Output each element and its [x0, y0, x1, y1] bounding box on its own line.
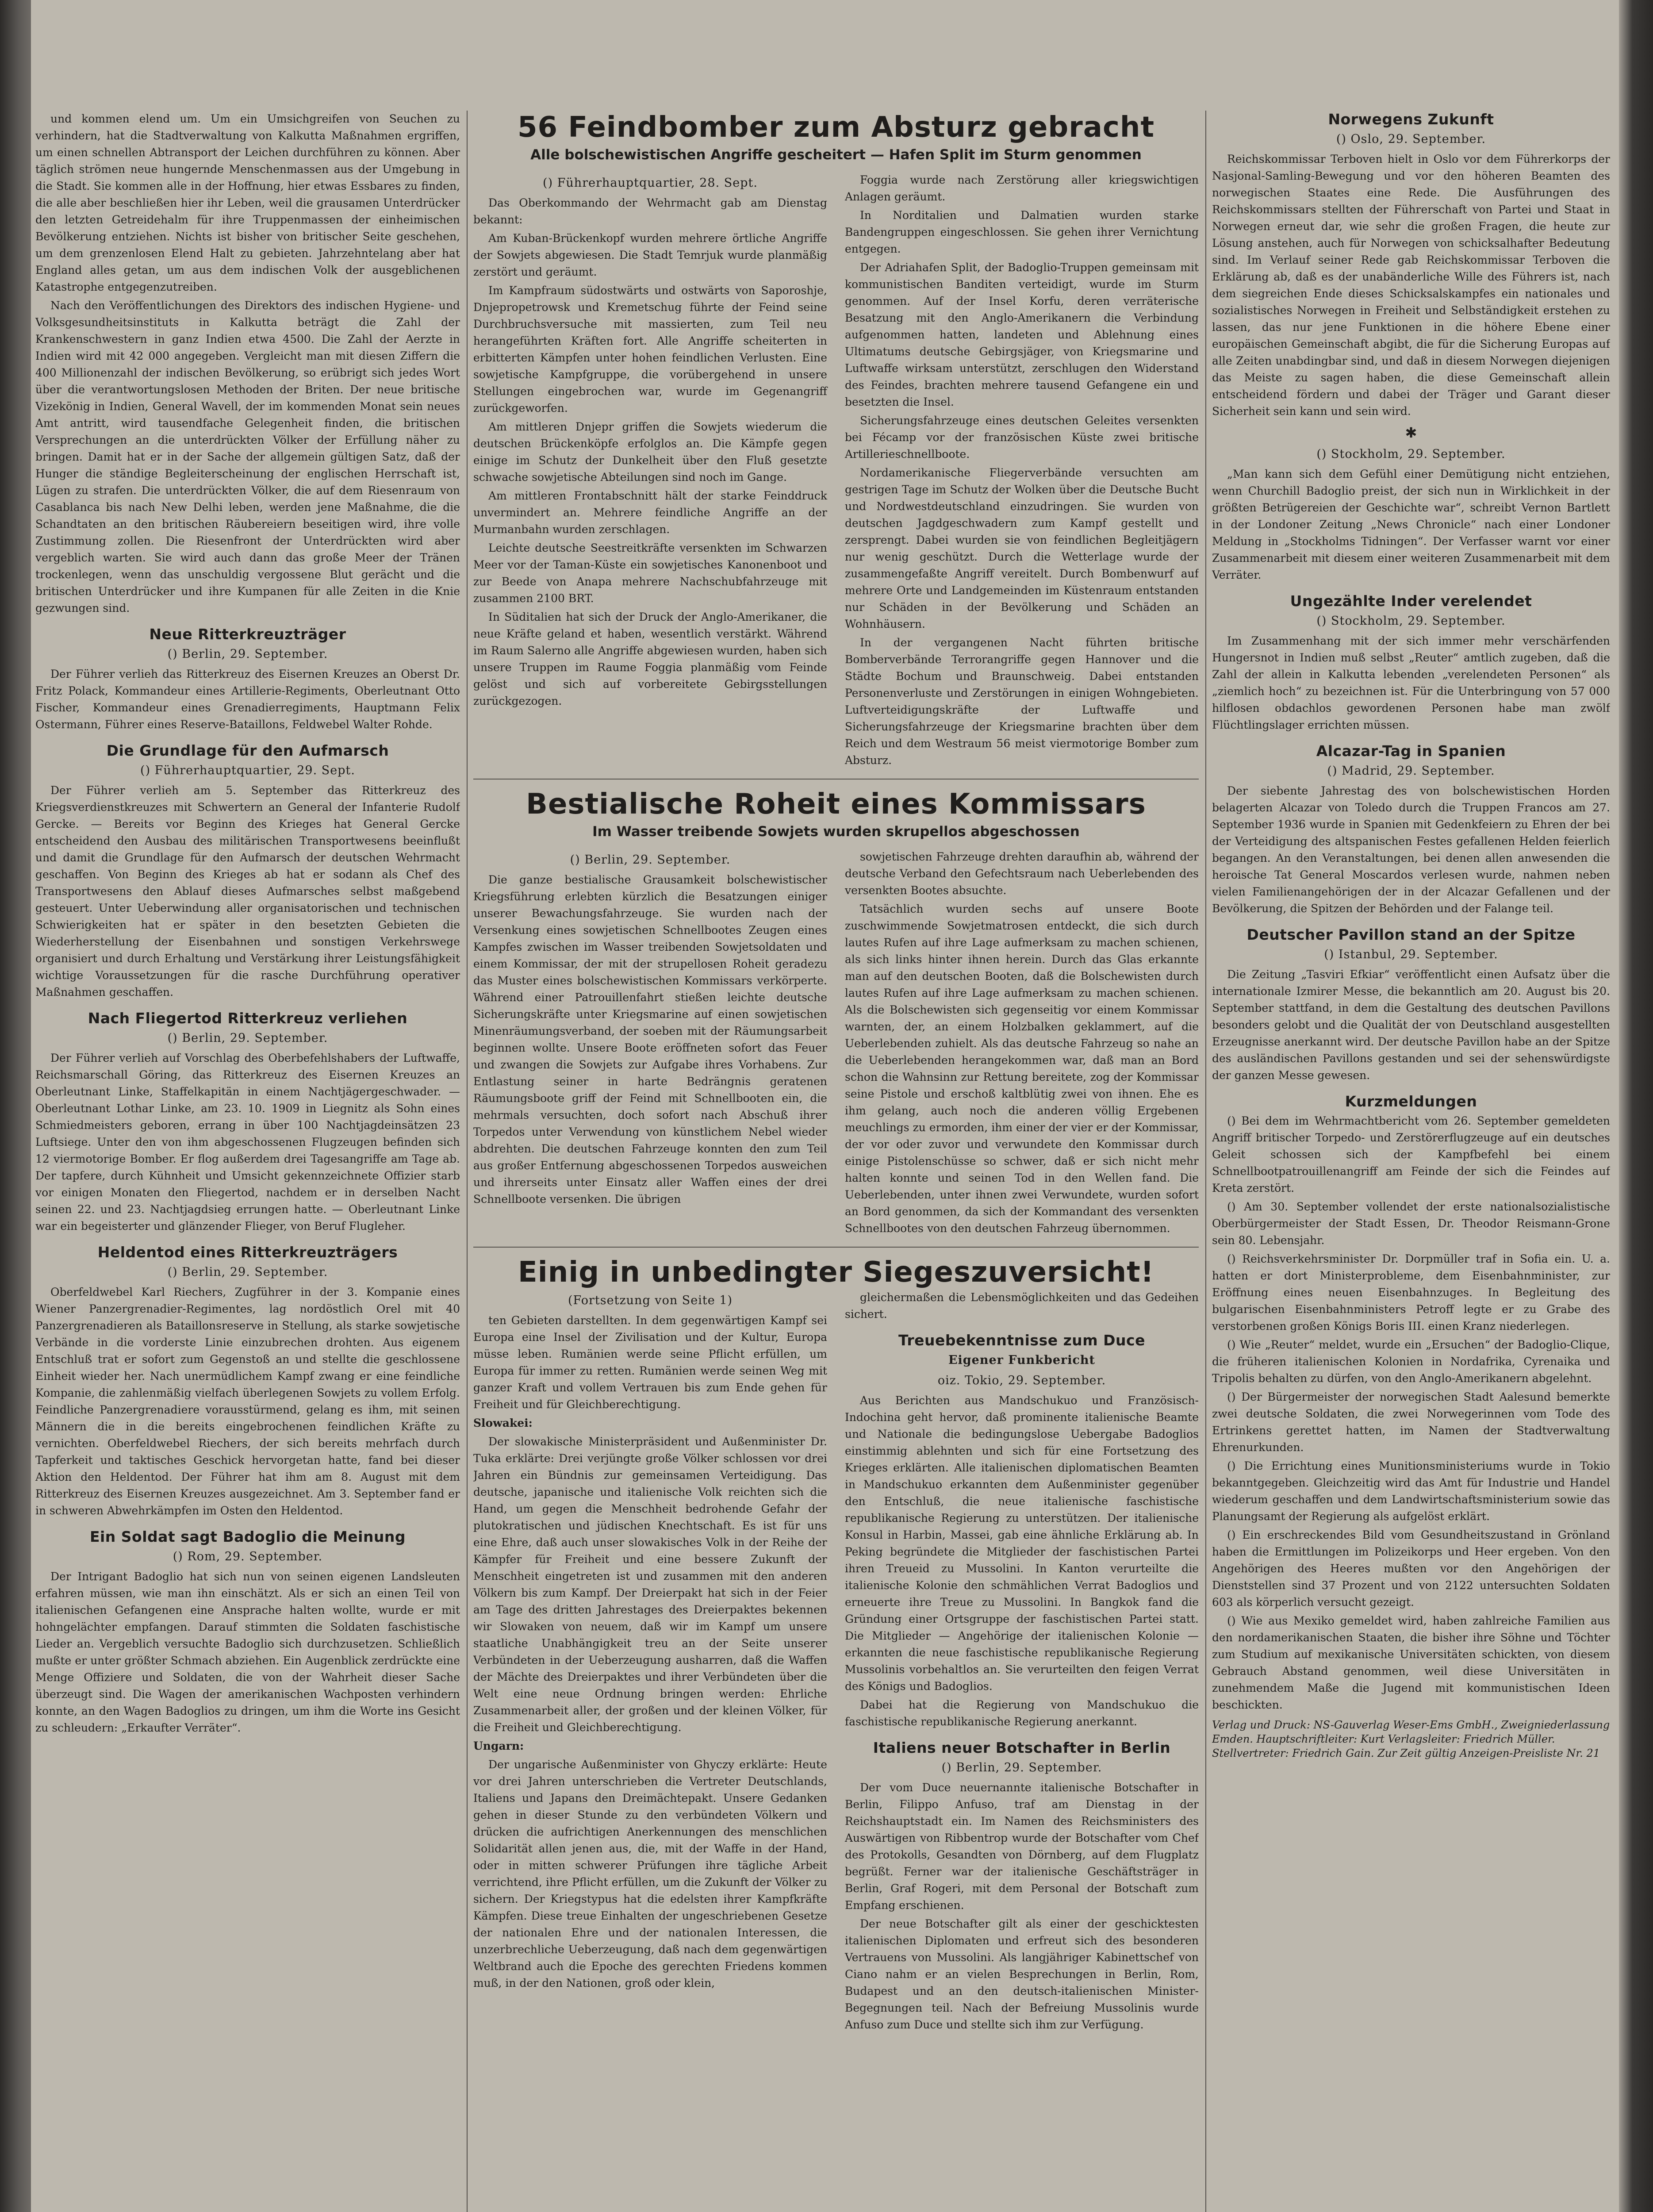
article-heading: Die Grundlage für den Aufmarsch: [106, 742, 389, 759]
paragraph: Der ungarische Außenminister von Ghyczy erklärte: Heute vor drei Jahren unterschrieben die Vertreter Deutschlands, Italiens und Japans den Dreimächtepakt. Unsere Gedanken gehen in dieser Stunde zu den verbündeten Völkern und drücken die aufrichtigen Anerkennungen des menschlichen Solidarität allen jenen aus, die, mit der Waffe in der Hand, oder in mitten schwerer Prüfungen ihre tägliche Arbeit verrichtend, ihre Pflicht erfüllen, um die Zukunft der Völker zu sichern. Der Kriegstypus hat die edelsten ihrer Kampfkräfte Kämpfen. Diese treue Einhalten der ungeschriebenen Gesetze der nationalen Ehre und der nationalen Interessen, die unzerbrechliche Ueberzeugung, daß nach dem gegenwärtigen Weltbrand auch die Epoche des gerechten Friedens kommen muß, in der den Nationen, groß oder klein,: [473, 1758, 827, 1989]
paragraph: Aus Berichten aus Mandschukuo und Französisch-Indochina geht hervor, daß prominente italienische Beamte und Nationale die bedingungslose Uebergabe Badoglios einstimmig ablehnten und sich für eine Fortsetzung des Krieges erklärten. Alle italienischen diplomatischen Beamten in Mandschukuo erkannten dem Außenminister gegenüber den Entschluß, die neue italienische faschistische republikanische Regierung zu unterstützen. Der italienische Konsul in Harbin, Massei, gab eine ähnliche Erklärung ab. In Peking begründete die Mitglieder der faschistischen Partei ihren Treueid zu Mussolini. In Kanton verurteilte die italienische Kolonie den schmählichen Verrat Badoglios und erneuerte ihre Treue zu Mussolini. In Bangkok fand die Gründung einer Ortsgruppe der faschistischen Partei statt. Die Mitglieder — Angehörige der italienischen Kolonie — erkannten die neue faschistische republikanische Regierung Mussolinis vorbehaltlos an. Sie verurteilten den feigen Verrat des Königs und Badoglios.: [845, 1394, 1199, 1693]
dateline: () Stockholm, 29. September.: [1316, 447, 1506, 461]
paragraph: Foggia wurde nach Zerstörung aller kriegswichtigen Anlagen geräumt.: [845, 173, 1199, 203]
paragraph: Dabei hat die Regierung von Mandschukuo die faschistische republikanische Regierung anerkannt.: [845, 1698, 1199, 1728]
subheadline: Alle bolschewistischen Angriffe gescheitert — Hafen Split im Sturm genommen: [530, 147, 1142, 163]
paragraph: Leichte deutsche Seestreitkräfte versenkten im Schwarzen Meer vor der Taman-Küste ein sowjetisches Kanonenboot und zur Beede von Anapa mehrere Nachschubfahrzeuge mit zusammen 2100 BRT.: [473, 541, 827, 605]
paragraph: Der neue Botschafter gilt als einer der geschicktesten italienischen Diplomaten und erfreut sich des besonderen Vertrauens von Mussolini. Als langjähriger Kabinettschef von Ciano nahm er an vielen Besprechungen in Berlin, Rom, Budapest und an den deutsch-italienischen Minister-Begegnungen teil. Nach der Befreiung Mussolinis wurde Anfuso zum Duce und stellte sich ihm zur Verfügung.: [845, 1917, 1199, 2031]
paragraph: Der Intrigant Badoglio hat sich nun von seinen eigenen Landsleuten erfahren müssen, wie man ihn einschätzt. Als er sich an einen Teil von italienischen Gefangenen eine Ansprache halten wollte, wurde er mit hohngelächter empfangen. Darauf stimmten die Soldaten faschistische Lieder an. Vergeblich versuchte Badoglio sich durchzusetzen. Schließlich mußte er unter größter Schmach abziehen. Ein Augenblick zerdrückte eine Menge Offiziere und Soldaten, die von der Wahrheit dieser Sache überzeugt sind. Die Wagen der amerikanischen Wachposten verhindern konnte, an den Wagen Badoglios zu dringen, um ihm die Worte ins Gesicht zu schleudern: „Erkaufter Verräter“.: [35, 1570, 460, 1734]
article-heading: Norwegens Zukunft: [1328, 111, 1494, 128]
byline: Eigener Funkbericht: [948, 1353, 1096, 1367]
paragraph: sowjetischen Fahrzeuge drehten daraufhin ab, während der deutsche Verband den Gefechtsraum nach Ueberlebenden des versenkten Bootes absuchte.: [845, 850, 1199, 897]
news-item: () Wie „Reuter“ meldet, wurde ein „Ersuchen“ der Badoglio-Clique, die früheren italienischen Kolonien in Nordafrika, Cyrenaika und Tripolis behalten zu dürfen, von den Anglo-Amerikanern abgelehnt.: [1212, 1338, 1610, 1385]
dateline: oiz. Tokio, 29. September.: [937, 1374, 1106, 1387]
dateline: () Stockholm, 29. September.: [1316, 614, 1506, 628]
paragraph: In Süditalien hat sich der Druck der Anglo-Amerikaner, die neue Kräfte geland et haben, wesentlich verstärkt. Während im Raum Salerno alle Angriffe abgewiesen wurden, haben sich unsere Truppen im Raume Foggia planmäßig vom Feinde gelöst und sich auf vorbereitete Gebirgsstellungen zurückgezogen.: [473, 611, 827, 707]
paragraph: Der Führer verlieh am 5. September das Ritterkreuz des Kriegsverdienstkreuzes mit Schwertern an General der Infanterie Rudolf Gercke. — Bereits vor Beginn des Krieges hat General Gercke entscheidend den Ausbau des militärischen Transportwesens beeinflußt und damit die Grundlage für den Aufmarsch der deutschen Wehrmacht geschaffen. Von Beginn des Krieges ab hat er sodann als Chef des Transportwesens den Ablauf dieses Aufmarsches selbst maßgebend gesteuert. Unter Ueberwindung aller organisatorischen und technischen Schwierigkeiten hat er später in den besetzten Gebieten die Wiederherstellung der Eisenbahnen und sonstigen Verkehrswege organisiert und durch Erhaltung und Verstärkung ihrer Leistungsfähigkeit wichtige Voraussetzungen für die rasche Durchführung operativer Maßnahmen geschaffen.: [35, 784, 460, 998]
dateline: () Führerhauptquartier, 29. Sept.: [140, 764, 355, 777]
paragraph: Die Zeitung „Tasviri Efkiar“ veröffentlicht einen Aufsatz über die internationale Izmirer Messe, die bekanntlich am 20. August bis 20. September stattfand, in dem die Gestaltung des deutschen Pavillons besonders gelobt und die Qualität der von Deutschland ausgestellten Erzeugnisse anerkannt wird. Der deutsche Pavillon habe an der Spitze des ausländischen Pavillons gestanden und sei der sehenswürdigste der ganzen Messe gewesen.: [1212, 968, 1610, 1082]
paragraph: Das Oberkommando der Wehrmacht gab am Dienstag bekannt:: [473, 196, 827, 226]
paragraph: ten Gebieten darstellten. In dem gegenwärtigen Kampf sei Europa eine Insel der Zivilisation und der Kultur, Europa müsse leben. Rumänien werde seine Pflicht erfüllen, um Europa für immer zu retten. Rumänien werde seinen Weg mit ganzer Kraft und vollem Vertrauen bis zum Ende gehen für Freiheit und für Gleichberechtigung.: [473, 1314, 827, 1411]
paragraph: Nach den Veröffentlichungen des Direktors des indischen Hygiene- und Volksgesundheitsinstituts in Kalkutta beträgt die Zahl der Krankenschwestern in ganz Indien etwa 4500. Die Zahl der Aerzte in Indien wird mit 42 000 angegeben. Vergleicht man mit diesen Ziffern die 400 Millionenzahl der indischen Bevölkerung, so erübrigt sich jedes Wort über die verantwortungslosen Methoden der Briten. Der neue britische Vizekönig in Indien, General Wavell, der im kommenden Monat sein neues Amt antritt, wird tausendfache Gelegenheit finden, die britischen Versprechungen an die unterdrückten Völker der Erfüllung näher zu bringen. Damit hat er in der Sache der allgemein gültigen Satz, daß der Hunger die ständige Begleiterscheinung der englischen Herrschaft ist, Lügen zu strafen. Die unterdrückten Völker, die auf dem Riesenraum von Casablanca bis nach New Delhi leben, werden jene Maßnahme, die die Schandtaten an den britischen Räubereiern beseitigen wird, ihre volle Zustimmung zollen. Die Riesenfront der Unterdrückten wird aber vergeblich warten. Sie wird auch dann das große Meer der Tränen trockenlegen, wenn das unschuldig vergossene Blut gerächt und die britischen Unterdrücker und ihre Kumpanen für alle Zeiten in die Knie gezwungen sind.: [35, 299, 460, 614]
paragraph: und kommen elend um. Um ein Umsichgreifen von Seuchen zu verhindern, hat die Stadtverwaltung von Kalkutta Maßnahmen ergriffen, um einen schnellen Abtransport der Leichen durchführen zu können. Aber täglich strömen neue hungernde Menschenmassen aus der Umgebung in die Stadt. Sie kommen alle in der Hoffnung, hier etwas Essbares zu finden, die alle aber beschließen hier ihr Leben, weil die grausamen Unterdrücker den letzten Getreidehalm für ihre Truppenmassen der einheimischen Bevölkerung entziehen. Nichts ist bisher von britischer Seite geschehen, um dem grenzenlosen Elend Halt zu gebieten. Jahrzehntelang aber hat England alles getan, um aus dem indischen Volk der ausgeblichenen Katastrophe entgegenzutreiben.: [35, 112, 460, 293]
news-item: () Am 30. September vollendet der erste nationalsozialistische Oberbürgermeister der Stadt Essen, Dr. Theodor Reismann-Grone sein 80. Lebensjahr.: [1212, 1200, 1610, 1247]
dateline: () Berlin, 29. September.: [167, 647, 328, 661]
column-rule: [467, 111, 468, 2212]
section-rule: [473, 1247, 1199, 1248]
dateline: () Madrid, 29. September.: [1327, 764, 1495, 778]
article-heading: Italiens neuer Botschafter in Berlin: [873, 1739, 1171, 1756]
dateline: () Führerhauptquartier, 28. Sept.: [543, 176, 758, 190]
news-item: () Reichsverkehrsminister Dr. Dorpmüller traf in Sofia ein. U. a. hatten er dort Ministerprobleme, dem Eisenbahnminister, zur Eröffnung eines neuen Eisenbahnzuges. In Begleitung des bulgarischen Eisenbahnministers Petroff legte er zu Grabe des verstorbenen großen Königs Boris III. einen Kranz niederlegen.: [1212, 1252, 1610, 1333]
feindbomber-article: [473, 111, 1199, 771]
article-heading: Heldentod eines Ritterkreuzträgers: [97, 1244, 398, 1261]
paragraph: Der Führer verlieh auf Vorschlag des Oberbefehlshabers der Luftwaffe, Reichsmarschall Göring, das Ritterkreuz des Eisernen Kreuzes an Oberleutnant Linke, Staffelkapitän in einem Nachtjägergeschwader. — Oberleutnant Lothar Linke, am 23. 10. 1909 in Liegnitz als Sohn eines Schmiedmeisters geboren, errang in über 100 Nachtjagdeinsätzen 23 Luftsiege. Unter den von ihm abgeschossenen Flugzeugen befinden sich 12 viermotorige Bomber. Er flog außerdem drei Tagesangriffe am Tage ab. Der tapfere, durch Kühnheit und Umsicht gekennzeichnete Offizier starb vor einigen Monaten den Fliegertod, nachdem er in derselben Nacht seinen 22. und 23. Nachtjagdsieg errungen hatte. — Oberleutnant Linke war ein begeisterter und glänzender Flieger, von Beruf Flugleher.: [35, 1052, 460, 1233]
paragraph: Der slowakische Ministerpräsident und Außenminister Dr. Tuka erklärte: Drei verjüngte große Völker schlossen vor drei Jahren ein Bündnis zur gemeinsamen Verteidigung. Das deutsche, japanische und italienische Volk reichten sich die Hand, um gegen die Menschheit bedrohende Gefahr der plutokratischen und jüdischen Knechtschaft. Es ist für uns eine Ehre, daß auch unser slowakisches Volk in der Reihe der Kämpfer für Freiheit und eine bessere Zukunft der Menschheit eingetreten ist und zusammen mit den anderen Völkern bis zum Kampf. Der Dreierpakt hat sich in der Feier am Tage des dritten Jahrestages des Dreierpaktes bekennen wir Slowaken von neuem, daß wir im Kampf um unsere staatliche Unabhängigkeit treu an der Seite unserer Verbündeten in der Ueberzeugung ausharren, daß die Waffen der Mächte des Dreierpaktes und ihrer Verbündeten über die Welt eine neue Ordnung bringen werden: Ehrliche Zusammenarbeit aller, der großen und der kleinen Völker, für die Freiheit und Gleichberechtigung.: [473, 1435, 827, 1734]
paragraph: Der Führer verlieh das Ritterkreuz des Eisernen Kreuzes an Oberst Dr. Fritz Polack, Kommandeur eines Artillerie-Regiments, Oberleutnant Otto Fischer, Kommandeur eines Grenadierregiments, Hauptmann Felix Ostermann, Führer eines Reserve-Bataillons, Feldwebel Walter Rohde.: [35, 668, 460, 731]
middle-column: [473, 111, 1199, 2212]
paragraph: gleichermaßen die Lebensmöglichkeiten und das Gedeihen sichert.: [845, 1291, 1199, 1321]
kommissar-article: [473, 787, 1199, 1239]
paragraph: Am mittleren Frontabschnitt hält der starke Feinddruck unvermindert an. Mehrere feindliche Angriffe an der Murmanbahn wurden zerschlagen.: [473, 489, 827, 536]
article-heading: Deutscher Pavillon stand an der Spitze: [1246, 926, 1576, 943]
paragraph: „Man kann sich dem Gefühl einer Demütigung nicht entziehen, wenn Churchill Badoglio preist, der sich nun in Wirklichkeit in der größten Betrügereien der Geschichte war“, schreibt Vernon Bartlett in der Londoner Zeitung „News Chronicle“ nach einer Londoner Meldung in „Stockholms Tidningen“. Der Verfasser warnt vor einer Zusammenarbeit mit diesem einer weiteren Zusammenarbeit mit dem Verräter.: [1212, 468, 1610, 581]
newspaper-page: [31, 0, 1619, 2212]
news-item: () Ein erschreckendes Bild vom Gesundheitszustand in Grönland haben die Ermittlungen im Polizeikorps und Heer ergeben. Von den Angehörigen des Heeres mußten vor den Angehörigen der Dienststellen sind 37 Prozent und von 2122 untersuchten Soldaten 603 als körperlich versucht gezeigt.: [1212, 1528, 1610, 1609]
dateline: () Berlin, 29. September.: [570, 853, 731, 867]
headline: Bestialische Roheit eines Kommissars: [526, 788, 1146, 821]
dateline: () Berlin, 29. September.: [167, 1031, 328, 1045]
paragraph: Der siebente Jahrestag des von bolschewistischen Horden belagerten Alcazar von Toledo durch die Truppen Francos am 27. September 1936 wurde in Spanien mit Gedenkfeiern zu Ehren der bei der Verteidigung des altspanischen Festes gefallenen Helden feierlich begangen. An den Veranstaltungen, bei denen allen anwesenden die heroische Tat General Moscardos verlesen wurde, nahmen neben vielen Familienangehörigen der in der Alcazar Gefallenen und der Bevölkerung, die Spitzen der Behörden und der Falange teil.: [1212, 784, 1610, 915]
continued-note: (Fortsetzung von Seite 1): [568, 1294, 733, 1307]
section-rule: [473, 779, 1199, 780]
paragraph: Im Zusammenhang mit der sich immer mehr verschärfenden Hungersnot in Indien muß selbst „Reuter“ amtlich zugeben, daß die Zahl der allein in Kalkutta lebenden „verelendeten Personen“ als „ziemlich hoch“ zu bezeichnen ist. Für die Unterbringung von 57 000 hilflosen obdachlos gewordenen Personen habe man zwölf Flüchtlingslager errichten müssen.: [1212, 634, 1610, 731]
paragraph: Der Adriahafen Split, der Badoglio-Truppen gemeinsam mit kommunistischen Banditen verteidigt, wurde im Sturm genommen. Auf der Insel Korfu, deren verräterische Besatzung mit den Anglo-Amerikanern die Verbindung aufgenommen hatten, landeten und Ablehnung eines Ultimatums deutsche Gebirgsjäger, von Kriegsmarine und Luftwaffe wirksam unterstützt, zerschlugen den Widerstand des Feindes, brachten mehrere tausend Gefangene ein und besetzten die Insel.: [845, 261, 1199, 408]
imprint: Verlag und Druck: NS-Gauverlag Weser-Ems GmbH., Zweigniederlassung Emden. Hauptschriftleiter: Kurt Verlagsleiter: Friedrich Müller. Stellvertreter: Friedrich Gain. Zur Zeit gültig Anzeigen-Preisliste Nr. 21: [1212, 1719, 1610, 1759]
paragraph: Oberfeldwebel Karl Riechers, Zugführer in der 3. Kompanie eines Wiener Panzergrenadier-Regimentes, lag nordöstlich Orel mit 40 Panzergrenadieren als Bataillonsreserve in Stellung, als starke sowjetische Verbände in die vorderste Linie einzubrechen drohten. Aus eigenem Entschluß trat er sofort zum Gegenstoß an und stellte die geschlossene Einheit wieder her. Nach unermüdlichem Kampf zwang er eine feindliche Kompanie, die zahlenmäßig vielfach überlegenen Sowjets zu vollem Erfolg. Feindliche Panzergrenadiere vorausstürmend, gelang es ihm, mit seinen Männern die in die bereits eingebrochenen feindlichen Kräfte zu vernichten. Oberfeldwebel Riechers, der sich bereits mehrfach durch Tapferkeit und taktisches Geschick hervorgetan hatte, fand bei dieser Aktion den Heldentod. Der Führer hat ihm am 8. August mit dem Ritterkreuz des Eisernen Kreuzes ausgezeichnet. Am 3. September fand er in schweren Abwehrkämpfen im Osten den Heldentod.: [35, 1286, 460, 1517]
paragraph: Der vom Duce neuernannte italienische Botschafter in Berlin, Filippo Anfuso, traf am Dienstag in der Reichshauptstadt ein. Im Namen des Reichsministers des Auswärtigen von Ribbentrop wurde der Botschafter vom Chef des Protokolls, Gesandten von Dörnberg, auf dem Flugplatz begrüßt. Ferner war der italienische Geschäftsträger in Berlin, Graf Rogeri, mit dem Personal der Botschaft zum Empfang erschienen.: [845, 1781, 1199, 1912]
article-heading: Nach Fliegertod Ritterkreuz verliehen: [88, 1010, 408, 1027]
siegeszuversicht-article: [473, 1256, 1199, 2035]
article-heading: Kurzmeldungen: [1345, 1093, 1477, 1110]
article-heading: Alcazar-Tag in Spanien: [1316, 742, 1506, 760]
right-column: [1212, 111, 1610, 2212]
dateline: () Istanbul, 29. September.: [1324, 948, 1498, 961]
column-rule: [1205, 111, 1206, 2212]
subheadline: Im Wasser treibende Sowjets wurden skrupellos abgeschossen: [592, 824, 1080, 840]
news-item: () Bei dem im Wehrmachtbericht vom 26. September gemeldeten Angriff britischer Torpedo- und Zerstörerflugzeuge auf ein deutsches Geleit schossen sich der Kampfbefehl bei einem Schnellbootpatrouillenangriff am Feinde der sich die Feindes auf Kreta zerstört.: [1212, 1114, 1610, 1194]
paragraph: Sicherungsfahrzeuge eines deutschen Geleites versenkten bei Fécamp vor der französischen Küste zwei britische Artillerieschnellboote.: [845, 414, 1199, 461]
paragraph: Am mittleren Dnjepr griffen die Sowjets wiederum die deutschen Brückenköpfe erfolglos an. Die Kämpfe gegen einige im Schutz der Dunkelheit über den Fluß gesetzte schwache sowjetische Abteilungen sind noch im Gange.: [473, 420, 827, 484]
news-item: () Die Errichtung eines Munitionsministeriums wurde in Tokio bekanntgegeben. Gleichzeitig wird das Amt für Industrie und Handel wiederum geschaffen und dem Landwirtschaftsministerium sowie das Planungsamt der Regierung als aufgelöst erklärt.: [1212, 1459, 1610, 1523]
article-heading: Ungezählte Inder verelendet: [1290, 592, 1532, 610]
news-item: () Wie aus Mexiko gemeldet wird, haben zahlreiche Familien aus den nordamerikanischen Staaten, die bisher ihre Söhne und Töchter zum Studium auf mexikanische Universitäten schickten, von diesem Gebrauch Abstand genommen, weil diese Universitäten in zunehmendem Maße die Jugend mit kommunistischen Ideen beschickten.: [1212, 1614, 1610, 1711]
paragraph: Am Kuban-Brückenkopf wurden mehrere örtliche Angriffe der Sowjets abgewiesen. Die Stadt Temrjuk wurde planmäßig zerstört und geräumt.: [473, 232, 827, 278]
dateline: () Berlin, 29. September.: [167, 1265, 328, 1279]
india-article-continued: [35, 111, 460, 617]
dateline: () Oslo, 29. September.: [1336, 132, 1486, 146]
paragraph: Die ganze bestialische Grausamkeit bolschewistischer Kriegsführung erlebten kürzlich die Besatzungen einiger unserer Bewachungsfahrzeuge. Sie wurden nach der Versenkung eines sowjetischen Schnellbootes Zeugen eines Kampfes zwischen im Wasser treibenden Sowjetsoldaten und einem Kommissar, der mit der strupellosen Roheit geradezu das Muster eines bolschewistischen Kommissars verkörperte. Während einer Patrouillenfahrt stießen leichte deutsche Sicherungskräfte unter Kriegsmarine auf einen sowjetischen Minenräumungsverband, der soeben mit der Räumungsarbeit beginnen wollte. Unsere Boote eröffneten sofort das Feuer und zwangen die Sowjets zur Aufgabe ihres Vorhabens. Zur Entlastung seiner in harte Bedrängnis geratenen Räumungsboote griff der Feind mit Schnellbooten ein, die mehrmals versuchten, doch sofort nach Abschuß ihrer Torpedos unter Verwendung von künstlichem Nebel wieder abdrehten. Die deutschen Fahrzeuge konnten den zum Teil aus großer Entfernung abgeschossenen Torpedos ausweichen und ihrerseits unter Einsatz aller Waffen eines der drei Schnellboote versenken. Die übrigen: [473, 873, 827, 1206]
dateline: () Berlin, 29. September.: [941, 1761, 1102, 1774]
article-heading: Neue Ritterkreuzträger: [149, 626, 346, 643]
article-heading: Treuebekenntnisse zum Duce: [898, 1332, 1145, 1349]
paragraph: Tatsächlich wurden sechs auf unsere Boote zuschwimmende Sowjetmatrosen entdeckt, die sich durch lautes Rufen auf ihre Lage aufmerksam zu machen schienen, als sich links hinter ihnen herein. Durch das Glas erkannte man auf den deutschen Booten, daß die Bolschewisten durch lautes Rufen auf ihre Lage aufmerksam zu machen schienen. Als die Bolschewisten sich gegenseitig vor einem Kommissar warnten, der, an einem Holzbalken geklammert, auf die Ueberlebenden zuhielt. Als das deutsche Fahrzeug so nahe an die Ueberlebenden herangekommen war, daß man an Bord schon die Wahnsinn zur Rettung bereitete, zog der Kommissar seine Pistole und erschoß kaltblütig zwei von ihnen. Ehe es ihm gelang, auch noch die anderen völlig Ergebenen meuchlings zu ermorden, ihm einer der vier er der Kommissar, der vor oder zuvor und verwundete den Kommissar durch einige Pistolenschüsse so schwer, daß er sich nicht mehr halten konnte und seinen Tod in den Wellen fand. Die Ueberlebenden, unter ihnen zwei Verwundete, wurden sofort an Bord genommen, da sich der Kommandant des versenkten Schnellbootes von den deutschen Fahrzeug übernommen.: [845, 902, 1199, 1235]
dateline: () Rom, 29. September.: [173, 1550, 323, 1563]
country-label: Slowakei:: [473, 1417, 533, 1429]
paragraph: Nordamerikanische Fliegerverbände versuchten am gestrigen Tage im Schutz der Wolken über die Deutsche Bucht und Nordwestdeutschland einzudringen. Sie wurden von deutschen Jagdgeschwadern zum Kampf gestellt und zersprengt. Dabei wurden sie von feindlichen Begleitjägern nur wenig geschützt. Durch die Wetterlage wurde der zusammengefaßte Angriff vereitelt. Durch Bombenwurf auf mehrere Orte und Landgemeinden im Küstenraum entstanden nur Schäden in der Bevölkerung und Schäden an Wohnhäusern.: [845, 466, 1199, 630]
news-item: () Der Bürgermeister der norwegischen Stadt Aalesund bemerkte zwei deutsche Soldaten, die zwei Norwegerinnen vom Tode des Ertrinkens gerettet hatten, im Namen der Stadtverwaltung Ehrenurkunden.: [1212, 1390, 1610, 1454]
country-label: Ungarn:: [473, 1740, 524, 1752]
article-heading: Ein Soldat sagt Badoglio die Meinung: [89, 1528, 406, 1545]
paragraph: Im Kampfraum südostwärts und ostwärts von Saporoshje, Dnjepropetrowsk und Kremetschug führte der Feind seine Durchbruchsversuche mit massierten, zum Teil neu herangeführten Kräften fort. Alle Angriffe scheiterten in erbitterten Kämpfen unter hohen feindlichen Verlusten. Eine sowjetische Kampfgruppe, die vorübergehend in unsere Stellungen eingebrochen war, wurde im Gegenangriff zurückgeworfen.: [473, 284, 827, 415]
paragraph: In der vergangenen Nacht führten britische Bomberverbände Terrorangriffe gegen Hannover und die Städte Bochum und Braunschweig. Dabei entstanden Personenverluste und Zerstörungen in einigen Wohngebieten. Luftverteidigungskräfte der Luftwaffe und Sicherungsfahrzeuge der Kriegsmarine brachten über dem Reich und dem Westraum 56 meist viermotorige Bomber zum Absturz.: [845, 636, 1199, 767]
scan-left-edge: [0, 0, 31, 2212]
scan-right-edge: [1619, 0, 1653, 2212]
paragraph: Reichskommissar Terboven hielt in Oslo vor dem Führerkorps der Nasjonal-Samling-Bewegung und vor den höheren Beamten des norwegischen Staates eine Rede. Die Ausführungen des Reichskommissars stellten der Führerschaft von Partei und Staat in Norwegen erneut dar, wie sehr die großen Fragen, die heute zur Lösung anstehen, auch für Norwegen von schicksalhafter Bedeutung sind. Im Verlauf seiner Rede gab Reichskommissar Terboven die Erklärung ab, daß es der unabänderliche Wille des Führers ist, nach dem siegreichen Ende dieses Schicksalskampfes ein nationales und sozialistisches Norwegen in Freiheit und Selbständigkeit erstehen zu lassen, das nur jene Funktionen in die höhere Ebene einer europäischen Gemeinschaft abgibt, die für die Sicherung Europas auf alle Zeiten unabdingbar sind, und daß in diesem Norwegen diejenigen das Meiste zu sagen haben, die diese Gemeinschaft allein entscheidend fördern und dabei der Träger und Garant dieser Sicherheit sein kann und sein wird.: [1212, 153, 1610, 418]
separator-star-icon: ✱: [1405, 424, 1417, 441]
headline: 56 Feindbomber zum Absturz gebracht: [517, 111, 1155, 144]
paragraph: In Norditalien und Dalmatien wurden starke Bandengruppen eingeschlossen. Sie gehen ihrer Vernichtung entgegen.: [845, 209, 1199, 255]
headline: Einig in unbedingter Siegeszuversicht!: [518, 1256, 1154, 1289]
left-column: [35, 111, 460, 2212]
